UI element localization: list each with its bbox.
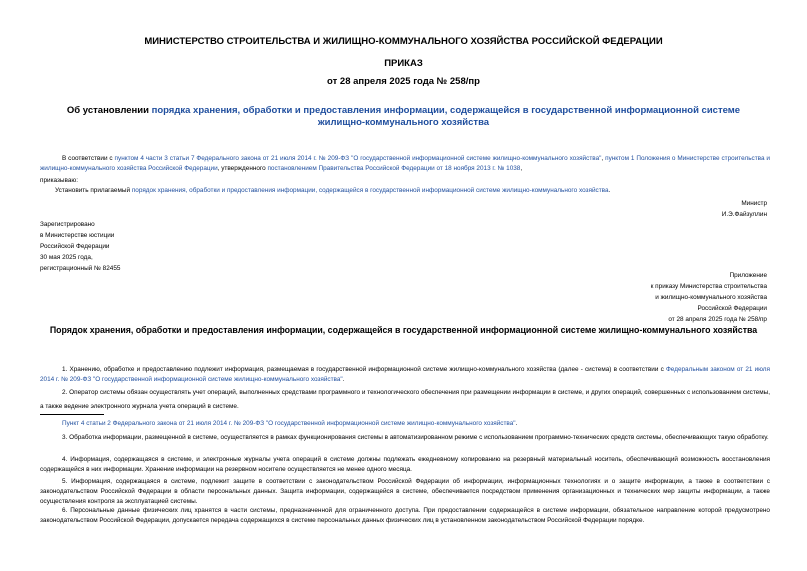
preamble-text-2: ,: [601, 155, 606, 162]
appendix-title: Порядок хранения, обработки и предоставления информации, содержащейся в государственной информационной системе жилищно-коммунального хозяйства: [49, 325, 758, 335]
paragraph-6: 6. Персональные данные физических лиц хранятся в части системы, предназначенной для ограниченного доступа. При предоставлении содержащейся в системе информации, обязательное направление которой предусмотрено законодательством Российской Федерации, допускается передача содержащихся в системе персональных данных физических лиц в установленном законодательством Российской Федерации порядке.: [40, 507, 770, 524]
appendix-line: от 28 апреля 2025 года № 258/пр: [668, 316, 767, 323]
appendix-line: Приложение: [729, 272, 767, 279]
signature-name: И.Э.Файзуллин: [721, 211, 767, 218]
appendix-line: к приказу Министерства строительства: [650, 283, 767, 290]
title-prefix: Об установлении: [66, 105, 152, 116]
establish-text-2: .: [608, 187, 611, 194]
paragraph-2: 2. Оператор системы обязан осуществлять учет операций, выполненных средствами программного и технологического обеспечения при размещении информации в системе, и других операций, совершенных с использованием системы, а также ведение электронного журнала учета операций в системе.: [40, 389, 770, 410]
document-type: ПРИКАЗ: [384, 58, 423, 69]
preamble-link-regulation[interactable]: пунктом 1 Положения о Министерстве строительства и жилищно-коммунального хозяйства Российской Федерации: [40, 155, 771, 172]
preamble-link-law[interactable]: пунктом 4 части 3 статьи 7 Федерального закона от 21 июля 2014 г. № 209-ФЗ "О государственной информационной системе жилищно-коммунального хозяйства": [114, 155, 602, 162]
registration-line: 30 мая 2025 года,: [40, 254, 93, 261]
paragraph-1-end: .: [342, 376, 345, 383]
footnote-divider: [40, 414, 104, 415]
registration-line: регистрационный № 82455: [40, 265, 121, 272]
appendix-block: [651, 270, 767, 325]
registration-block: [40, 219, 120, 274]
registration-line: Российской Федерации: [40, 243, 110, 250]
appendix-line: и жилищно-коммунального хозяйства: [655, 294, 767, 301]
paragraph-5: 5. Информация, содержащаяся в системе, подлежит защите в соответствии с законодательством Российской Федерации об информации, информационных технологиях и о защите информации, а также в соответствии с законодательством Российской Федерации в области персональных данных. Защита информации, содержащейся в системе, обеспечивается посредством применения организационных и технических мер защиты информации, а также осуществления контроля за эксплуатацией системы.: [40, 478, 770, 505]
preamble-paragraph: [40, 154, 770, 174]
preamble-text-4: ,: [520, 165, 523, 172]
paragraph-3: 3. Обработка информации, размещенной в системе, осуществляется в рамках функционирования системы в автоматизированном режиме с использованием программно-технических средств системы, обеспечивающих такую обработку.: [62, 434, 769, 441]
signature-block: [722, 198, 767, 220]
appendix-line: Российской Федерации: [697, 305, 767, 312]
registration-line: в Министерстве юстиции: [40, 232, 115, 239]
establish-paragraph: [33, 186, 763, 196]
establish-text-1: Установить прилагаемый: [55, 187, 132, 194]
preamble-text-3: , утвержденного: [217, 165, 268, 172]
footnote: [40, 419, 770, 429]
paragraph-1-text: 1. Хранению, обработке и предоставлению подлежит информация, размещаемая в государственной информационной системе жилищно-коммунального хозяйства (далее - система) в соответствии с: [62, 366, 666, 373]
document-title: [60, 105, 747, 129]
paragraph-4: 4. Информация, содержащаяся в системе, и электронные журналы учета операций в системе должны подлежать ежедневному копированию на резервный материальный носитель, обеспечивающий возможность восстановления содержащейся в них информации. Хранение информации на резервном носителе осуществляется не менее одного месяца.: [40, 456, 770, 473]
document-date-number: от 28 апреля 2025 года № 258/пр: [327, 76, 480, 87]
title-link[interactable]: порядка хранения, обработки и предоставления информации, содержащейся в государственной информационной системе жилищно-коммунального хозяйства: [151, 105, 741, 128]
preamble-text-1: В соответствии с: [62, 155, 115, 162]
paragraph-1-link[interactable]: Федеральным законом от 21 июля 2014 г. № 209-ФЗ "О государственной информационной системе жилищно-коммунального хозяйства": [40, 366, 770, 383]
signature-position: Министр: [741, 200, 767, 207]
paragraph-1: [40, 365, 770, 385]
order-word: приказываю:: [40, 177, 78, 184]
registration-line: Зарегистрировано: [40, 221, 95, 228]
footnote-link[interactable]: Пункт 4 статьи 2 Федерального закона от 21 июля 2014 г. № 209-ФЗ "О государственной информационной системе жилищно-коммунального хозяйства": [62, 420, 516, 427]
ministry-heading: МИНИСТЕРСТВО СТРОИТЕЛЬСТВА И ЖИЛИЩНО-КОММУНАЛЬНОГО ХОЗЯЙСТВА РОССИЙСКОЙ ФЕДЕРАЦИИ: [144, 36, 663, 47]
establish-link[interactable]: порядок хранения, обработки и предоставления информации, содержащейся в государственной информационной системе жилищно-коммунального хозяйства: [131, 187, 609, 194]
footnote-end: .: [515, 420, 518, 427]
preamble-link-resolution[interactable]: постановлением Правительства Российской Федерации от 18 ноября 2013 г. № 1038: [267, 165, 521, 172]
